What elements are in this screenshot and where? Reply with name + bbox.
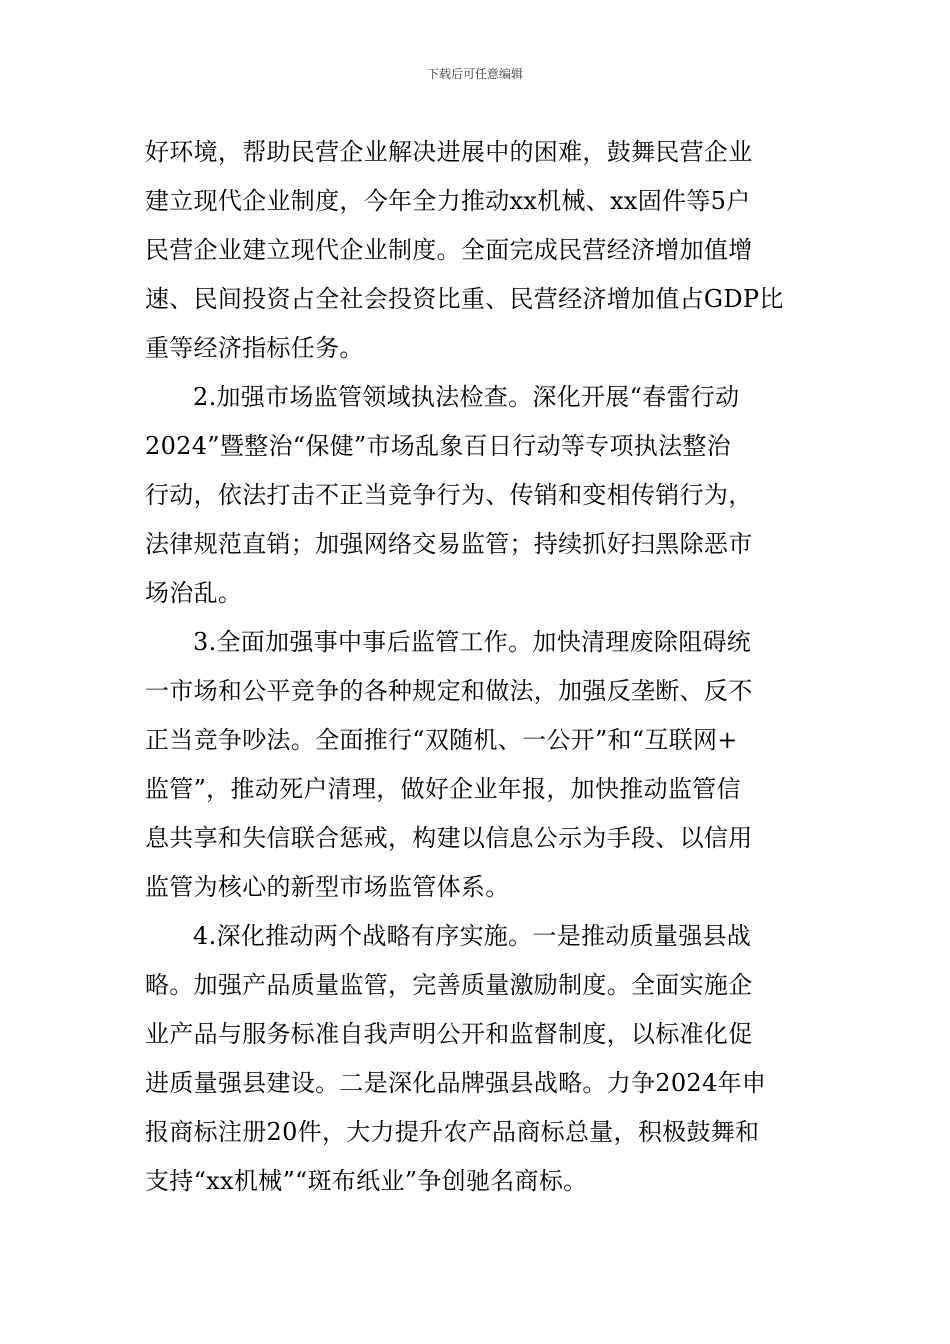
- text-line: 进质量强县建设。二是深化品牌强县战略。力争2024年申: [145, 1069, 767, 1097]
- text-line: 场治乱。: [145, 579, 243, 607]
- text-line: 民营企业建立现代企业制度。全面完成民营经济增加值增: [145, 236, 753, 264]
- paragraph-4-heading-line: 4.深化推动两个战略有序实施。一是推动质量强县战: [193, 922, 752, 950]
- text-line: 支持“xx机械”“斑布纸业”争创驰名商标。: [145, 1167, 588, 1195]
- text-line: 监管”，推动死户清理，做好企业年报，加快推动监管信: [145, 775, 741, 803]
- text-line: 监管为核心的新型市场监管体系。: [145, 873, 510, 901]
- text-line: 重等经济指标任务。: [145, 334, 364, 362]
- text-line: 行动，依法打击不正当竞争行为、传销和变相传销行为，: [145, 481, 753, 509]
- paragraph-3-heading-line: 3.全面加强事中事后监管工作。加快清理废除阻碍统: [193, 628, 752, 656]
- text-line: 业产品与服务标准自我声明公开和监督制度，以标准化促: [145, 1020, 753, 1048]
- text-line: 报商标注册20件，大力提升农产品商标总量，积极鼓舞和: [145, 1118, 760, 1146]
- text-line: 一市场和公平竞争的各种规定和做法，加强反垄断、反不: [145, 677, 753, 705]
- text-line: 息共享和失信联合惩戒，构建以信息公示为手段、以信用: [145, 824, 753, 852]
- paragraph-2-heading-line: 2.加强市场监管领域执法检查。深化开展“春雷行动: [193, 383, 740, 411]
- text-line: 建立现代企业制度，今年全力推动xx机械、xx固件等5户: [145, 187, 751, 215]
- document-body: [145, 128, 805, 1206]
- text-line: 法律规范直销；加强网络交易监管；持续抓好扫黑除恶市: [145, 530, 753, 558]
- text-line: 好环境，帮助民营企业解决进展中的困难，鼓舞民营企业: [145, 138, 753, 166]
- text-line: 2024”暨整治“保健”市场乱象百日行动等专项执法整治: [145, 432, 731, 460]
- text-line: 略。加强产品质量监管，完善质量激励制度。全面实施企: [145, 971, 753, 999]
- text-line: 速、民间投资占全社会投资比重、民营经济增加值占GDP比: [145, 285, 784, 313]
- text-line: 正当竞争吵法。全面推行“双随机、一公开”和“互联网+: [145, 726, 738, 754]
- header-note: 下载后可任意编辑: [426, 67, 523, 81]
